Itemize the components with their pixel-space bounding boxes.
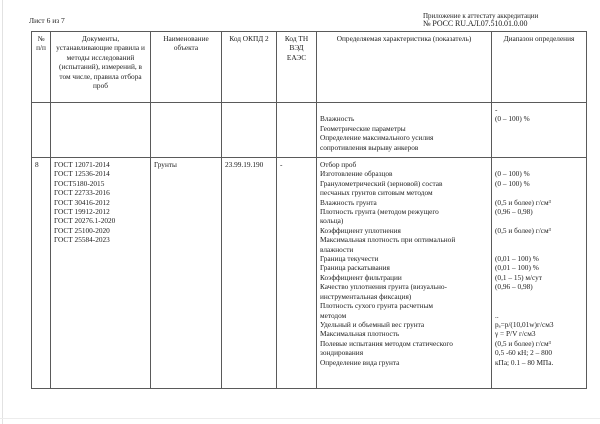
- range-line: (0,01 – 100) %: [495, 263, 539, 273]
- characteristic-line: влажности: [320, 244, 354, 254]
- range-line: [495, 160, 583, 169]
- cell-documents: [51, 103, 151, 158]
- cell-okpd2: [222, 103, 277, 158]
- characteristic-line: Влажность: [320, 114, 355, 124]
- cell-documents: [51, 158, 151, 389]
- range-line: (0 – 100) %: [495, 178, 530, 188]
- document-line: ГОСТ 25100-2020: [54, 225, 110, 235]
- characteristic-line: Плотность грунта (методом режущего: [320, 207, 439, 217]
- header-number: № п/п: [32, 32, 51, 103]
- table-header-row: [32, 32, 587, 103]
- range-line: [495, 235, 583, 244]
- accreditation-number: № РОСС RU.АЛ.07.510.01.0.00: [423, 19, 528, 29]
- characteristic-line: кольца): [320, 216, 344, 226]
- range-line: ..: [495, 310, 499, 320]
- header-range: Диапазон определения: [492, 32, 587, 103]
- characteristic-line: Граница раскатывания: [320, 263, 390, 273]
- cell-ranges: [492, 158, 587, 389]
- document-line: ГОСТ 12536-2014: [54, 169, 110, 179]
- range-line: [495, 216, 583, 225]
- header-documents: Документы, устанавливающие правила и методы исследований (испытаний), измерений, в том числе, правила отбора проб: [51, 32, 151, 103]
- scan-edge-bottom: [0, 418, 600, 419]
- characteristic-line: Полевые испытания методом статического: [320, 338, 453, 348]
- range-line: [495, 188, 583, 197]
- cell-okpd2: 23.99.19.190: [222, 158, 277, 389]
- cell-object: Грунты: [151, 158, 222, 389]
- scan-edge-left: [2, 0, 3, 424]
- characteristic-line: Граница текучести: [320, 254, 379, 264]
- document-line: ГОСТ 19912-2012: [54, 207, 110, 217]
- cell-characteristics: [317, 158, 492, 389]
- range-line: -: [495, 105, 498, 114]
- range-line: (0,5 и более) г/см³: [495, 225, 551, 235]
- range-line: (0 – 100) %: [495, 169, 530, 179]
- characteristic-line: Коэффициент уплотнения: [320, 225, 401, 235]
- cell-ranges: [492, 103, 587, 158]
- sheet-number: Лист 6 из 7: [29, 16, 65, 25]
- header-object: Наименование объекта: [151, 32, 222, 103]
- characteristic-line: [320, 105, 488, 114]
- accreditation-scope-table: [31, 31, 587, 389]
- characteristic-line: Максимальная плотность: [320, 329, 400, 339]
- range-line: кПа; 0.1 – 80 МПа.: [495, 357, 554, 367]
- characteristic-line: Геометрические параметры: [320, 123, 406, 133]
- characteristic-line: методом: [320, 310, 347, 320]
- header-tn-ved: Код ТН ВЭД ЕАЭС: [277, 32, 317, 103]
- characteristic-line: Плотность сухого грунта расчетным: [320, 301, 434, 311]
- range-line: (0,96 – 0,98): [495, 207, 533, 217]
- characteristic-line: Определение вида грунта: [320, 357, 400, 367]
- document-line: ГОСТ 25584-2023: [54, 235, 110, 245]
- range-line: (0,01 – 100) %: [495, 254, 539, 264]
- range-line: (0,96 – 0,98): [495, 282, 533, 292]
- characteristic-line: Влажность грунта: [320, 197, 377, 207]
- range-line: [495, 245, 583, 254]
- characteristic-line: зондирования: [320, 348, 364, 358]
- characteristic-line: Отбор проб: [320, 160, 357, 169]
- characteristic-line: песчаных грунтов ситовым методом: [320, 188, 433, 198]
- range-line: (0,5 и более) г/см³: [495, 197, 551, 207]
- range-line: 0,5 -60 кН; 2 – 800: [495, 348, 553, 358]
- document-line: ГОСТ 22733-2016: [54, 188, 110, 198]
- characteristic-line: Максимальная плотность при оптимальной: [320, 235, 456, 245]
- range-line: [495, 301, 583, 310]
- characteristic-line: сопротивления вырыву анкеров: [320, 142, 419, 152]
- document-line: ГОСТ5180-2015: [54, 178, 105, 188]
- cell-object: [151, 103, 222, 158]
- accreditation-appendix-header: [423, 12, 538, 29]
- range-line: (0,1 – 15) м/сут: [495, 272, 543, 282]
- cell-tn-ved: [277, 103, 317, 158]
- range-line: [495, 292, 583, 301]
- range-line: γ = P/V г/см3: [495, 329, 536, 339]
- characteristic-line: Коэффициент фильтрации: [320, 272, 402, 282]
- document-line: ГОСТ 30416-2012: [54, 197, 110, 207]
- document-line: ГОСТ 20276.1-2020: [54, 216, 116, 226]
- header-okpd2: Код ОКПД 2: [222, 32, 277, 103]
- range-line: (0,5 и более) г/см³: [495, 338, 551, 348]
- characteristic-line: Качество уплотнения грунта (визуально-: [320, 282, 447, 292]
- cell-characteristics: [317, 103, 492, 158]
- cell-number: [32, 103, 51, 158]
- cell-number: 8: [32, 158, 51, 389]
- table-row: [32, 158, 587, 389]
- characteristic-line: Гранулометрический (зерновой) состав: [320, 178, 443, 188]
- characteristic-line: Изготовление образцов: [320, 169, 393, 179]
- range-line: pₐ=p/(10,01w)г/см3: [495, 319, 554, 329]
- table-row: [32, 103, 587, 158]
- characteristic-line: инструментальная фиксация): [320, 291, 412, 301]
- header-characteristic: Определяемая характеристика (показатель): [317, 32, 492, 103]
- document-line: ГОСТ 12071-2014: [54, 160, 110, 169]
- characteristic-line: Определение максимального усилия: [320, 133, 434, 143]
- appendix-title: Приложение к аттестату аккредитации: [423, 12, 539, 20]
- cell-tn-ved: -: [277, 158, 317, 389]
- characteristic-line: Удельный и объемный вес грунта: [320, 319, 425, 329]
- range-line: (0 – 100) %: [495, 114, 530, 124]
